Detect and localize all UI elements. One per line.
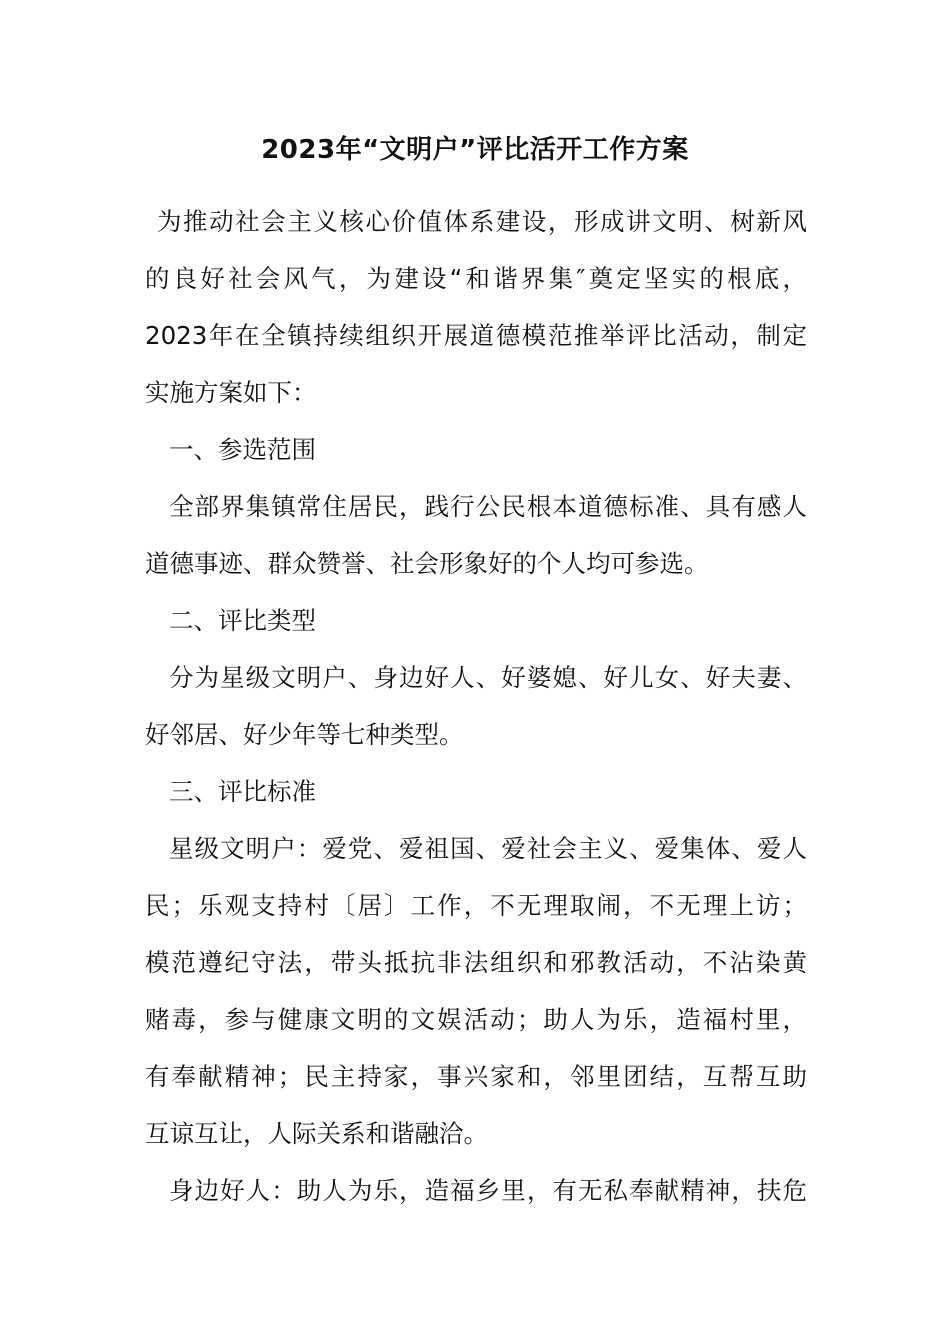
document-title: 2023年“文明户”评比活开工作方案 bbox=[261, 135, 689, 165]
paragraph-line: 分为星级文明户、身边好人、好婆媳、好儿女、好夫妻、 bbox=[169, 663, 807, 692]
paragraph-line: 星级文明户：爱党、爱祖国、爱社会主义、爱集体、爱人 bbox=[169, 834, 807, 863]
paragraph-line: 互谅互让，人际关系和谐融洽。 bbox=[145, 1119, 488, 1148]
paragraph-line: 的良好社会风气，为建设“和谐界集″奠定坚实的根底， bbox=[145, 264, 807, 293]
paragraph-line: 实施方案如下： bbox=[145, 378, 317, 407]
paragraph-line: 道德事迹、群众赞誉、社会形象好的个人均可参选。 bbox=[145, 549, 709, 578]
paragraph-line: 民；乐观支持村〔居〕工作，不无理取闹，不无理上访； bbox=[145, 891, 807, 920]
paragraph-line: 为推动社会主义核心价值体系建设，形成讲文明、树新风 bbox=[157, 207, 807, 236]
section-heading: 二、评比类型 bbox=[169, 606, 316, 635]
paragraph-line: 身边好人：助人为乐，造福乡里，有无私奉献精神，扶危 bbox=[169, 1176, 807, 1205]
paragraph-line: 全部界集镇常住居民，践行公民根本道德标准、具有感人 bbox=[169, 492, 807, 521]
paragraph-line: 好邻居、好少年等七种类型。 bbox=[145, 720, 464, 749]
paragraph-line: 2023年在全镇持续组织开展道德模范推举评比活动，制定 bbox=[145, 321, 807, 350]
paragraph-line: 赌毒，参与健康文明的文娱活动；助人为乐，造福村里， bbox=[145, 1005, 807, 1034]
paragraph-line: 有奉献精神；民主持家，事兴家和，邻里团结，互帮互助 bbox=[145, 1062, 807, 1091]
paragraph-line: 模范遵纪守法，带头抵抗非法组织和邪教活动，不沾染黄 bbox=[145, 948, 807, 977]
section-heading: 一、参选范围 bbox=[169, 435, 316, 464]
section-heading: 三、评比标准 bbox=[169, 777, 316, 806]
